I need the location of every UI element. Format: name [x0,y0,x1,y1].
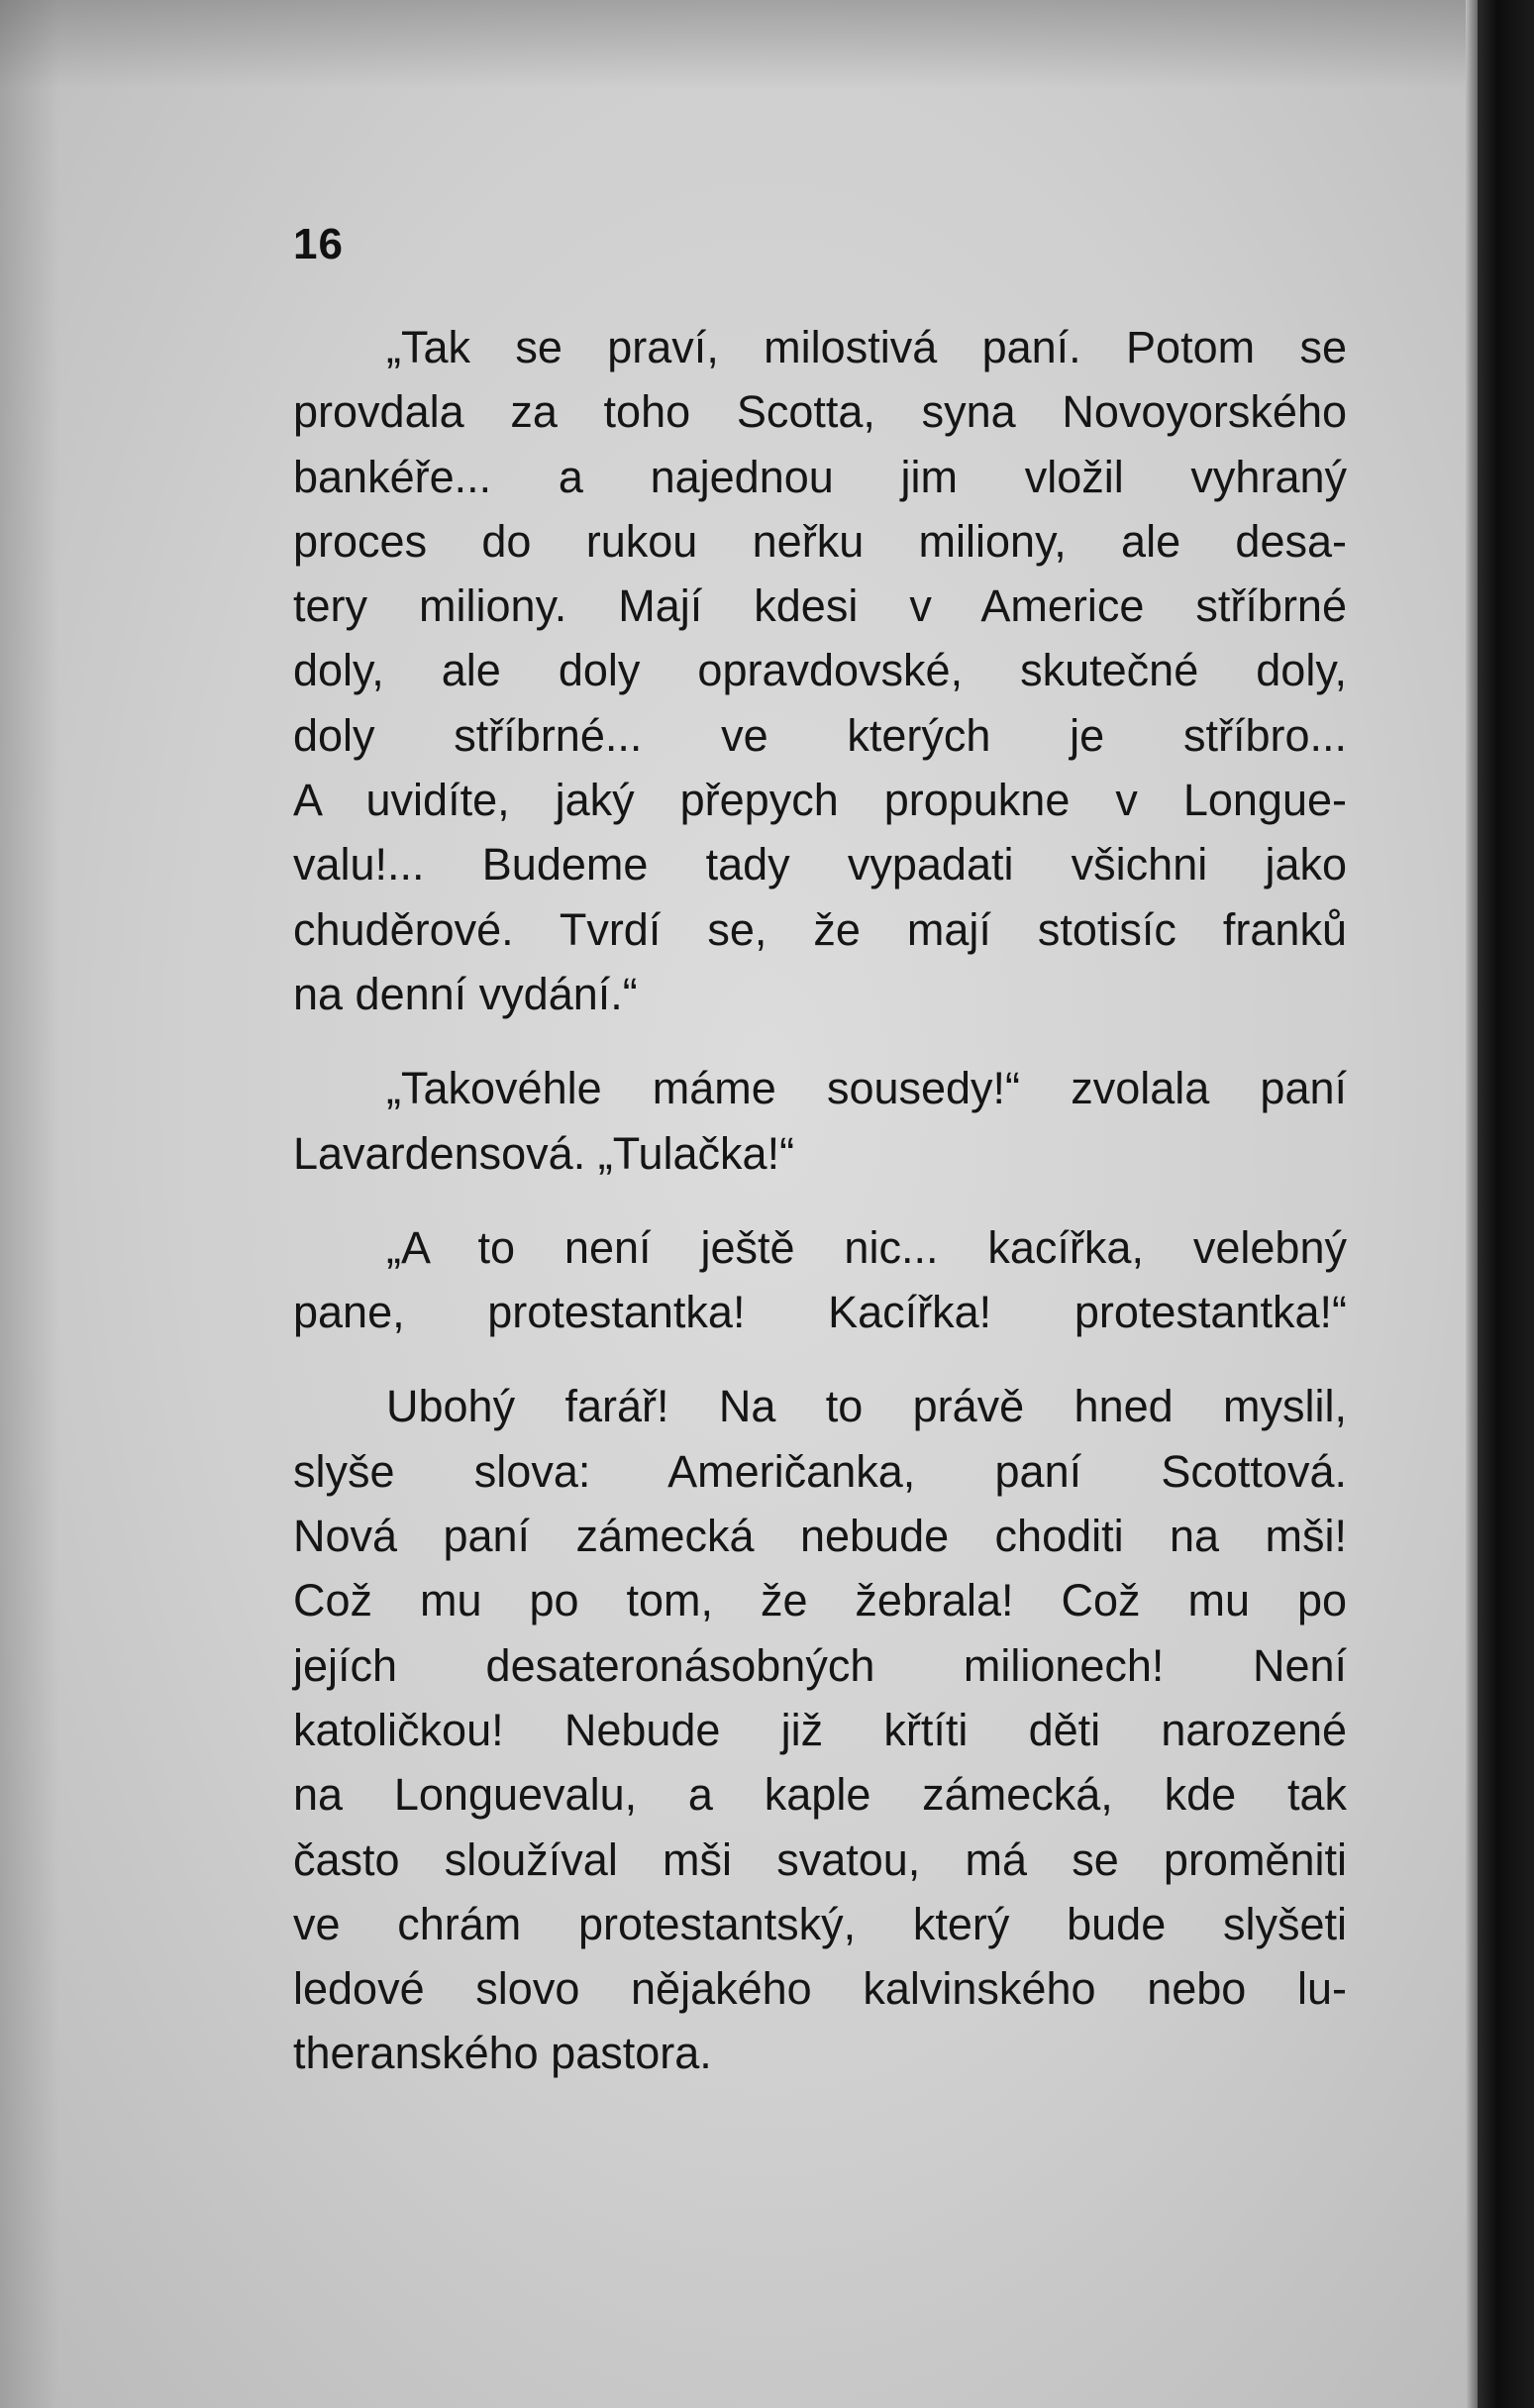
text-line: Což mu po tom, že žebrala! Což mu po [293,1575,1347,1626]
text-line: ve chrám protestantský, který bude slyšeti [293,1898,1347,1949]
text-line: doly, ale doly opravdovské, skutečné doly, [293,645,1347,696]
text-line: „A to není ještě nic... kacířka, velebný [386,1221,1347,1273]
text-line: katoličkou! Nebude již křtíti děti narozené [293,1704,1347,1755]
text-line: provdala za toho Scotta, syna Novoyorského [293,386,1347,438]
body-text [293,315,1347,2086]
paragraph [293,1056,1347,1186]
page-number: 16 [293,220,344,268]
text-line: „Takovéhle máme sousedy!“ zvolala paní [386,1063,1347,1114]
text-line: slyše slova: Američanka, paní Scottová. [293,1445,1347,1497]
text-line: A uvidíte, jaký přepych propukne v Longue- [293,775,1347,826]
text-line: valu!... Budeme tady vypadati všichni jako [293,839,1347,890]
text-line: theranského pastora. [293,2028,712,2079]
page-top-shadow [0,0,1466,89]
text-line: „Tak se praví, milostivá paní. Potom se [386,322,1347,372]
page-edge [1466,0,1478,2408]
text-line: na denní vydání.“ [293,968,638,1019]
text-line: Nová paní zámecká nebude choditi na mši! [293,1511,1347,1562]
text-line: jejích desateronásobných milionech! Není [293,1639,1347,1691]
paragraph [293,1374,1347,2085]
text-line: na Longuevalu, a kaple zámecká, kde tak [293,1769,1347,1821]
text-line: doly stříbrné... ve kterých je stříbro... [293,709,1347,761]
text-line: ledové slovo nějakého kalvinského nebo lu- [293,1963,1347,2015]
text-line: tery miliony. Mají kdesi v Americe stříbrné [293,580,1347,632]
text-line: Lavardensová. „Tulačka!“ [293,1127,795,1179]
book-spine [1478,0,1534,2408]
text-line: pane, protestantka! Kacířka! protestantka!“ [293,1287,1347,1338]
text-line: Ubohý farář! Na to právě hned myslil, [386,1381,1347,1432]
text-line: často sloužíval mši svatou, má se proměniti [293,1833,1347,1885]
text-line: chuděrové. Tvrdí se, že mají stotisíc franků [293,903,1347,955]
text-line: proces do rukou neřku miliony, ale desa- [293,515,1347,567]
paragraph [293,315,1347,1026]
text-line: bankéře... a najednou jim vložil vyhraný [293,451,1347,502]
paragraph [293,1215,1347,1345]
page-left-shadow [0,0,59,2408]
